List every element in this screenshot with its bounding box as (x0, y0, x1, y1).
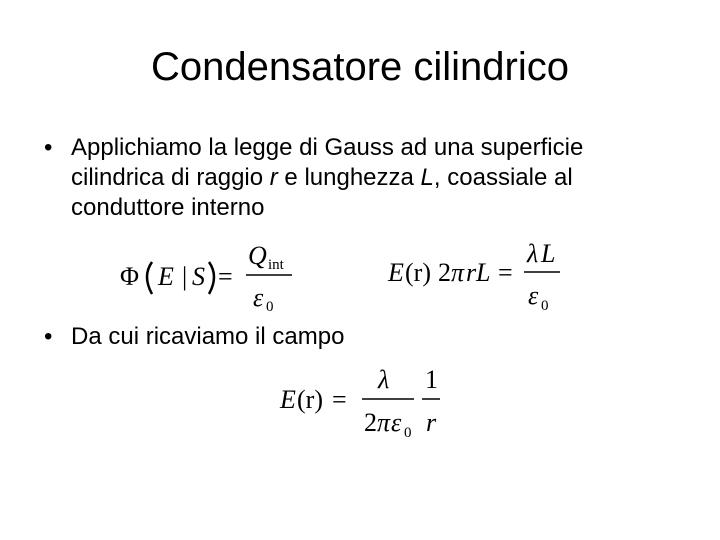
epsilon-subscript-zero: 0 (404, 425, 412, 441)
epsilon-subscript-zero: 0 (541, 298, 549, 314)
length-symbol-numerator: L (541, 239, 556, 268)
bar-symbol: | (182, 262, 188, 291)
two-numeral: 2 (364, 408, 377, 437)
radius-argument: (r) (405, 258, 431, 287)
equation-cylinder-flux (380, 236, 580, 318)
one-numeral: 1 (425, 365, 438, 394)
bullet-marker: • (44, 134, 53, 161)
equation-electric-field (270, 366, 460, 446)
two-numeral: 2 (438, 258, 451, 287)
epsilon-symbol: ε (528, 281, 539, 310)
epsilon-subscript-zero: 0 (266, 299, 274, 315)
length-symbol: L (420, 164, 434, 191)
bullet-text (71, 133, 681, 223)
right-paren (209, 262, 214, 294)
radius-symbol: r (269, 164, 278, 191)
epsilon-symbol: ε (253, 283, 264, 312)
pi-symbol: π (377, 408, 391, 437)
epsilon-symbol: ε (391, 408, 402, 437)
bullet-text-part: , coassiale al conduttore interno (71, 164, 573, 221)
equals-sign: = (332, 385, 347, 414)
radius-symbol: r (466, 258, 477, 287)
surface-S-symbol: S (192, 262, 205, 291)
equals-sign: = (218, 262, 233, 291)
radius-symbol: r (426, 408, 437, 437)
radius-argument: (r) (297, 385, 323, 414)
bullet-text: Da cui ricaviamo il campo (71, 323, 345, 350)
charge-subscript-int: int (268, 257, 284, 273)
field-E-symbol: E (158, 262, 174, 291)
field-E-symbol: E (388, 258, 404, 287)
bullet-text-part: Applichiamo la legge di Gauss ad una superficie cilindrica di raggio (71, 134, 584, 191)
lambda-symbol: λ (378, 365, 390, 394)
equals-sign: = (498, 258, 513, 287)
bullet-text-part: e lunghezza (277, 164, 421, 191)
charge-Q-symbol: Q (248, 241, 267, 270)
left-paren (147, 262, 152, 294)
pi-symbol: π (451, 258, 465, 287)
length-symbol: L (476, 258, 491, 287)
equation-gauss-law (110, 240, 320, 320)
slide-title: Condensatore cilindrico (150, 45, 569, 89)
lambda-symbol: λ (527, 239, 539, 268)
flux-phi-symbol: Φ (120, 262, 140, 291)
field-E-symbol: E (280, 385, 296, 414)
bullet-marker: • (44, 323, 53, 350)
